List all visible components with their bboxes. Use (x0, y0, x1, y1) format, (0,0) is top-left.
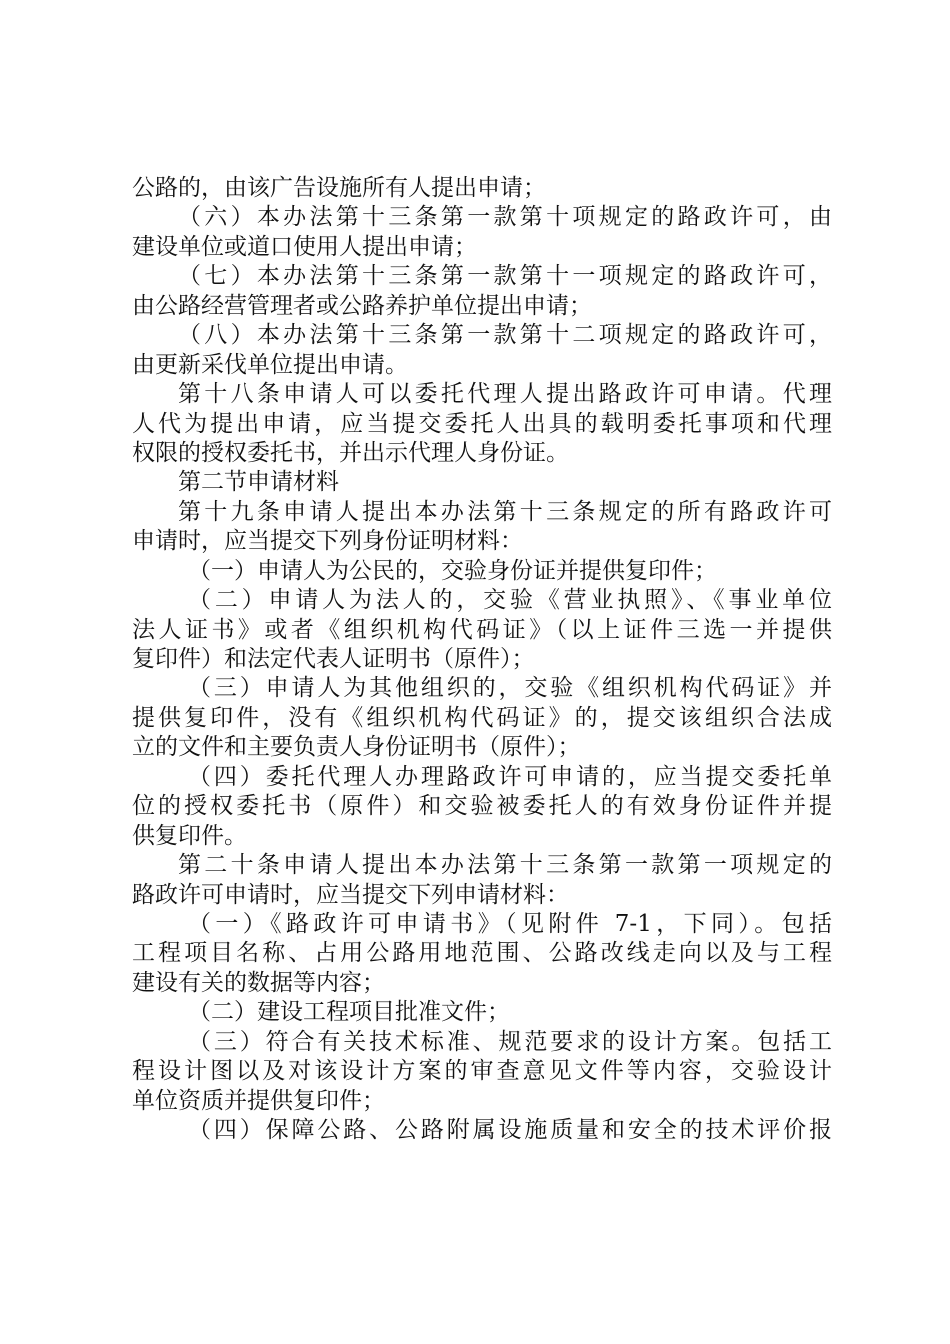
document-line: 第十九条申请人提出本办法第十三条规定的所有路政许可 (178, 498, 832, 525)
document-line: （一）《路政许可申请书》（见附件 7-1，下同）。包括 (188, 910, 832, 937)
document-line: （四）委托代理人办理路政许可申请的，应当提交委托单 (188, 763, 832, 790)
document-line: 单位资质并提供复印件； (132, 1087, 385, 1114)
document-line: 路政许可申请时，应当提交下列申请材料： (132, 881, 569, 908)
document-line: 第十八条申请人可以委托代理人提出路政许可申请。代理 (178, 381, 832, 408)
document-line: 第二节申请材料 (178, 469, 339, 496)
document-line: 位的授权委托书（原件）和交验被委托人的有效身份证件并提 (132, 793, 832, 820)
document-line: 由更新采伐单位提出申请。 (132, 351, 408, 378)
document-line: 法人证书》或者《组织机构代码证》（以上证件三选一并提供 (132, 616, 832, 643)
document-line: （一）申请人为公民的，交验身份证并提供复印件； (188, 557, 717, 584)
document-line: 供复印件。 (132, 822, 247, 849)
document-line: （二）建设工程项目批准文件； (188, 999, 510, 1026)
document-line: （八）本办法第十三条第一款第十二项规定的路政许可， (178, 322, 832, 349)
document-body (132, 174, 832, 1145)
document-line: （六）本办法第十三条第一款第十项规定的路政许可，由 (178, 204, 832, 231)
document-line: 第二十条申请人提出本办法第十三条第一款第一项规定的 (178, 852, 832, 879)
document-line: 立的文件和主要负责人身份证明书（原件）； (132, 734, 581, 761)
document-line: （三）符合有关技术标准、规范要求的设计方案。包括工 (188, 1028, 832, 1055)
document-line: 申请时，应当提交下列身份证明材料： (132, 528, 523, 555)
document-line: 程设计图以及对该设计方案的审查意见文件等内容，交验设计 (132, 1058, 832, 1085)
document-line: （二）申请人为法人的，交验《营业执照》、《事业单位 (188, 587, 832, 614)
document-line: 建设有关的数据等内容； (132, 969, 385, 996)
document-line: 人代为提出申请，应当提交委托人出具的载明委托事项和代理 (132, 410, 832, 437)
document-line: 公路的，由该广告设施所有人提出申请； (132, 175, 546, 201)
document-line: （四）保障公路、公路附属设施质量和安全的技术评价报 (188, 1117, 832, 1143)
document-line: 由公路经营管理者或公路养护单位提出申请； (132, 292, 592, 319)
document-line: 建设单位或道口使用人提出申请； (132, 233, 477, 260)
document-line: （三）申请人为其他组织的，交验《组织机构代码证》并 (188, 675, 832, 702)
document-line: 工程项目名称、占用公路用地范围、公路改线走向以及与工程 (132, 940, 832, 967)
document-line: 权限的授权委托书，并出示代理人身份证。 (132, 439, 569, 466)
document-line: 复印件）和法定代表人证明书（原件）； (132, 646, 535, 672)
document-line: （七）本办法第十三条第一款第十一项规定的路政许可， (178, 263, 832, 290)
document-line: 提供复印件，没有《组织机构代码证》的，提交该组织合法成 (132, 704, 832, 731)
